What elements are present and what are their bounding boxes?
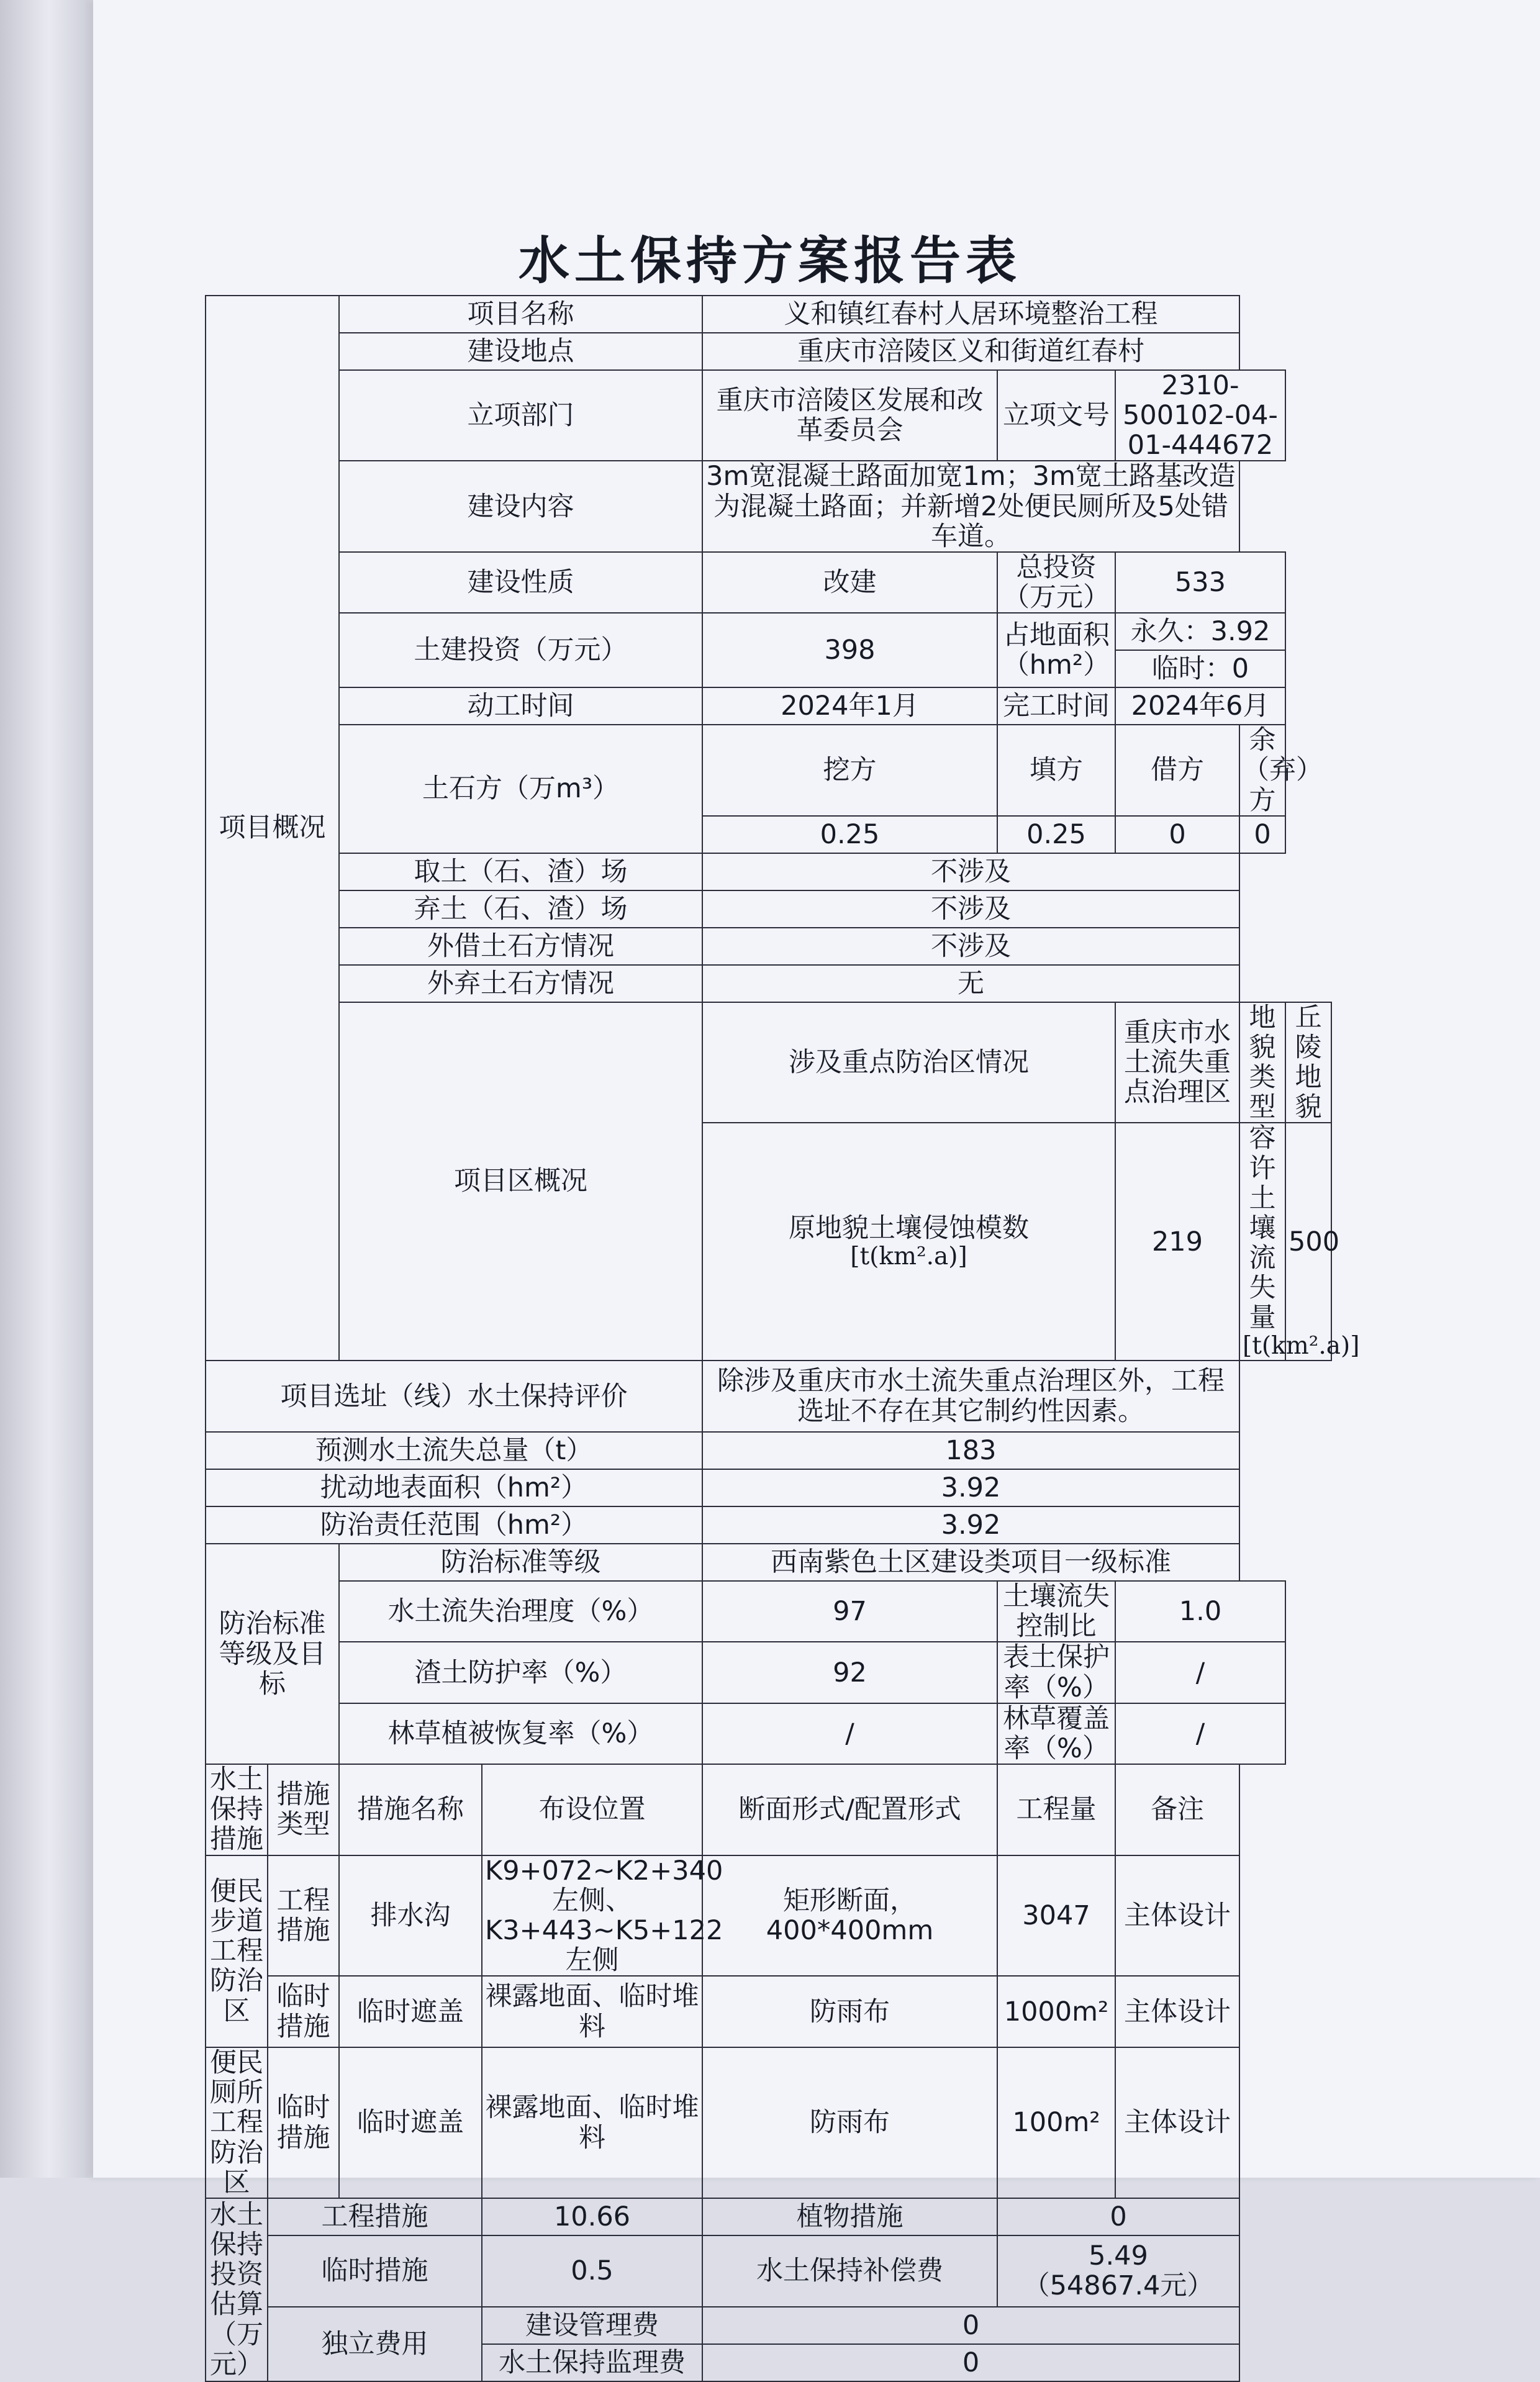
measure-name: 排水沟 <box>339 1855 482 1977</box>
measure-form: 防雨布 <box>702 2047 997 2198</box>
row-responsibility <box>206 1506 1331 1544</box>
value-forecast-loss: 183 <box>702 1432 1239 1469</box>
measure-form: 矩形断面，400*400mm <box>702 1855 997 1977</box>
label-civil-investment: 土建投资（万元） <box>339 613 702 687</box>
label-approval-number: 立项文号 <box>997 370 1115 461</box>
section-investment-estimate: 水土保持投资估算（万元） <box>206 2198 268 2381</box>
value-temporary-area: 临时：0 <box>1115 650 1285 687</box>
value-standard-grade: 西南紫色土区建设类项目一级标准 <box>702 1544 1239 1581</box>
label-borrow: 借方 <box>1115 725 1239 815</box>
label-plant-measures: 植物措施 <box>702 2198 997 2235</box>
value-borrow-site: 不涉及 <box>702 853 1239 890</box>
measure-location: 裸露地面、临时堆料 <box>482 1976 702 2047</box>
label-target-6: 林草覆盖率（%） <box>997 1703 1115 1764</box>
row-schedule <box>206 687 1331 725</box>
row-nature <box>206 552 1331 613</box>
value-external-borrow: 不涉及 <box>702 928 1239 965</box>
book-binding-edge <box>0 0 109 2178</box>
zone-walkway: 便民步道工程防治区 <box>206 1855 268 2048</box>
measure-quantity: 100m² <box>997 2047 1115 2198</box>
value-location: 重庆市涪陵区义和街道红春村 <box>702 333 1239 370</box>
value-allowable-loss: 500 <box>1285 1123 1331 1361</box>
label-target-2: 土壤流失控制比 <box>997 1581 1115 1642</box>
row-measure <box>206 2047 1331 2198</box>
value-total-investment: 533 <box>1115 552 1285 613</box>
label-earthwork: 土石方（万m³） <box>339 725 702 853</box>
erosion-modulus-unit: [t(km².a)] <box>850 1242 967 1270</box>
allowable-loss-unit: [t(km².a)] <box>1243 1332 1360 1361</box>
value-project-name: 义和镇红春村人居环境整治工程 <box>702 296 1239 333</box>
compensation-fee-amount: 5.49 <box>1089 2240 1148 2272</box>
label-construction-nature: 建设性质 <box>339 552 702 613</box>
value-compensation-fee <box>997 2235 1239 2307</box>
header-location: 布设位置 <box>482 1764 702 1855</box>
header-section-form: 断面形式/配置形式 <box>702 1764 997 1855</box>
measure-quantity: 1000m² <box>997 1976 1115 2047</box>
erosion-modulus-label-text: 原地貌土壤侵蚀模数 <box>789 1212 1029 1244</box>
row-content <box>206 461 1331 551</box>
row-investment-management <box>206 2307 1331 2344</box>
value-responsibility-range: 3.92 <box>702 1506 1239 1544</box>
allowable-loss-label-text: 容许土壤流失量 <box>1249 1123 1276 1334</box>
row-spoil-site <box>206 890 1331 928</box>
label-management-fee: 建设管理费 <box>482 2307 702 2344</box>
label-temporary-measures: 临时措施 <box>268 2235 482 2307</box>
header-quantity: 工程量 <box>997 1764 1115 1855</box>
row-measure <box>206 1855 1331 1977</box>
label-erosion-modulus <box>702 1123 1115 1361</box>
value-target-6: / <box>1115 1703 1285 1764</box>
header-measure-name: 措施名称 <box>339 1764 482 1855</box>
report-form-table <box>205 295 1360 2382</box>
label-start-time: 动工时间 <box>339 687 702 725</box>
value-end-time: 2024年6月 <box>1115 687 1285 725</box>
row-site-evaluation <box>206 1361 1331 1432</box>
row-borrow-site <box>206 853 1331 890</box>
value-spoil: 0 <box>1239 816 1285 853</box>
label-independent-costs: 独立费用 <box>268 2307 482 2381</box>
row-department <box>206 370 1331 461</box>
value-erosion-modulus: 219 <box>1115 1123 1239 1361</box>
label-target-5: 林草植被恢复率（%） <box>339 1703 702 1764</box>
value-external-spoil: 无 <box>702 965 1239 1002</box>
label-target-1: 水土流失治理度（%） <box>339 1581 702 1642</box>
value-approval-number: 2310-500102-04-01-444672 <box>1115 370 1285 461</box>
value-landform: 丘陵地貌 <box>1285 1002 1331 1123</box>
section-project-overview: 项目概况 <box>206 296 339 1361</box>
value-management-fee: 0 <box>702 2307 1239 2344</box>
label-target-4: 表土保护率（%） <box>997 1642 1115 1703</box>
value-cut: 0.25 <box>702 816 997 853</box>
row-location <box>206 333 1331 370</box>
measure-name: 临时遮盖 <box>339 1976 482 2047</box>
value-target-3: 92 <box>702 1642 997 1703</box>
row-investment-temporary <box>206 2235 1331 2307</box>
row-earthwork-header <box>206 725 1331 815</box>
measure-note: 主体设计 <box>1115 2047 1239 2198</box>
label-external-spoil: 外弃土石方情况 <box>339 965 702 1002</box>
label-engineering-measures: 工程措施 <box>268 2198 482 2235</box>
label-total-investment: 总投资（万元） <box>997 552 1115 613</box>
label-compensation-fee: 水土保持补偿费 <box>702 2235 997 2307</box>
label-end-time: 完工时间 <box>997 687 1115 725</box>
row-disturb <box>206 1469 1331 1506</box>
value-target-2: 1.0 <box>1115 1581 1285 1642</box>
row-external-borrow <box>206 928 1331 965</box>
value-department: 重庆市涪陵区发展和改革委员会 <box>702 370 997 461</box>
zone-toilet: 便民厕所工程防治区 <box>206 2047 268 2198</box>
header-measures: 水土保持措施 <box>206 1764 268 1855</box>
value-target-1: 97 <box>702 1581 997 1642</box>
label-target-3: 渣土防护率（%） <box>339 1642 702 1703</box>
label-fill: 填方 <box>997 725 1115 815</box>
row-external-spoil <box>206 965 1331 1002</box>
measure-type: 临时措施 <box>268 1976 339 2047</box>
value-construction-nature: 改建 <box>702 552 997 613</box>
value-disturbed-area: 3.92 <box>702 1469 1239 1506</box>
value-temporary-measures: 0.5 <box>482 2235 702 2307</box>
label-responsibility-range: 防治责任范围（hm²） <box>206 1506 702 1544</box>
label-location: 建设地点 <box>339 333 702 370</box>
label-department: 立项部门 <box>339 370 702 461</box>
measure-quantity: 3047 <box>997 1855 1115 1977</box>
value-permanent-area: 永久：3.92 <box>1115 613 1285 650</box>
label-spoil-site: 弃土（石、渣）场 <box>339 890 702 928</box>
header-note: 备注 <box>1115 1764 1239 1855</box>
measure-location: K9+072~K2+340左侧、K3+443~K5+122左侧 <box>482 1855 702 1977</box>
header-measure-type: 措施类型 <box>268 1764 339 1855</box>
label-land-area: 占地面积（hm²） <box>997 613 1115 687</box>
row-standard-target <box>206 1642 1331 1703</box>
value-supervision-fee: 0 <box>702 2344 1239 2381</box>
label-disturbed-area: 扰动地表面积（hm²） <box>206 1469 702 1506</box>
row-standard-target <box>206 1581 1331 1642</box>
measure-type: 临时措施 <box>268 2047 339 2198</box>
compensation-fee-yuan: （54867.4元） <box>1023 2270 1214 2302</box>
label-external-borrow: 外借土石方情况 <box>339 928 702 965</box>
measure-location: 裸露地面、临时堆料 <box>482 2047 702 2198</box>
measure-name: 临时遮盖 <box>339 2047 482 2198</box>
label-spoil: 余（弃）方 <box>1239 725 1285 815</box>
label-construction-content: 建设内容 <box>339 461 702 551</box>
measure-type: 工程措施 <box>268 1855 339 1977</box>
value-construction-content: 3m宽混凝土路面加宽1m；3m宽土路基改造为混凝土路面；并新增2处便民厕所及5处错车道。 <box>702 461 1239 551</box>
label-borrow-site: 取土（石、渣）场 <box>339 853 702 890</box>
measure-note: 主体设计 <box>1115 1855 1239 1977</box>
label-key-zone: 涉及重点防治区情况 <box>702 1002 1115 1123</box>
row-standard-grade <box>206 1544 1331 1581</box>
value-target-5: / <box>702 1703 997 1764</box>
value-fill: 0.25 <box>997 816 1115 853</box>
label-standard-grade: 防治标准等级 <box>339 1544 702 1581</box>
row-measure <box>206 1976 1331 2047</box>
row-standard-target <box>206 1703 1331 1764</box>
row-measures-header <box>206 1764 1331 1855</box>
row-investment-engineering <box>206 2198 1331 2235</box>
row-civil-a <box>206 613 1331 650</box>
row-key-zone <box>206 1002 1331 1123</box>
value-target-4: / <box>1115 1642 1285 1703</box>
value-spoil-site: 不涉及 <box>702 890 1239 928</box>
value-civil-investment: 398 <box>702 613 997 687</box>
label-forecast-loss: 预测水土流失总量（t） <box>206 1432 702 1469</box>
label-cut: 挖方 <box>702 725 997 815</box>
label-site-evaluation: 项目选址（线）水土保持评价 <box>206 1361 702 1432</box>
row-project-name <box>206 296 1331 333</box>
document-title: 水土保持方案报告表 <box>518 231 1021 291</box>
value-key-zone: 重庆市水土流失重点治理区 <box>1115 1002 1239 1123</box>
label-landform: 地貌类型 <box>1239 1002 1285 1123</box>
value-engineering-measures: 10.66 <box>482 2198 702 2235</box>
measure-note: 主体设计 <box>1115 1976 1239 2047</box>
section-project-area: 项目区概况 <box>339 1002 702 1361</box>
value-site-evaluation: 除涉及重庆市水土流失重点治理区外，工程选址不存在其它制约性因素。 <box>702 1361 1239 1432</box>
section-prevention-standard: 防治标准等级及目标 <box>206 1544 339 1764</box>
row-forecast <box>206 1432 1331 1469</box>
label-supervision-fee: 水土保持监理费 <box>482 2344 702 2381</box>
measure-form: 防雨布 <box>702 1976 997 2047</box>
value-plant-measures: 0 <box>997 2198 1239 2235</box>
value-borrow: 0 <box>1115 816 1239 853</box>
label-project-name: 项目名称 <box>339 296 702 333</box>
value-start-time: 2024年1月 <box>702 687 997 725</box>
